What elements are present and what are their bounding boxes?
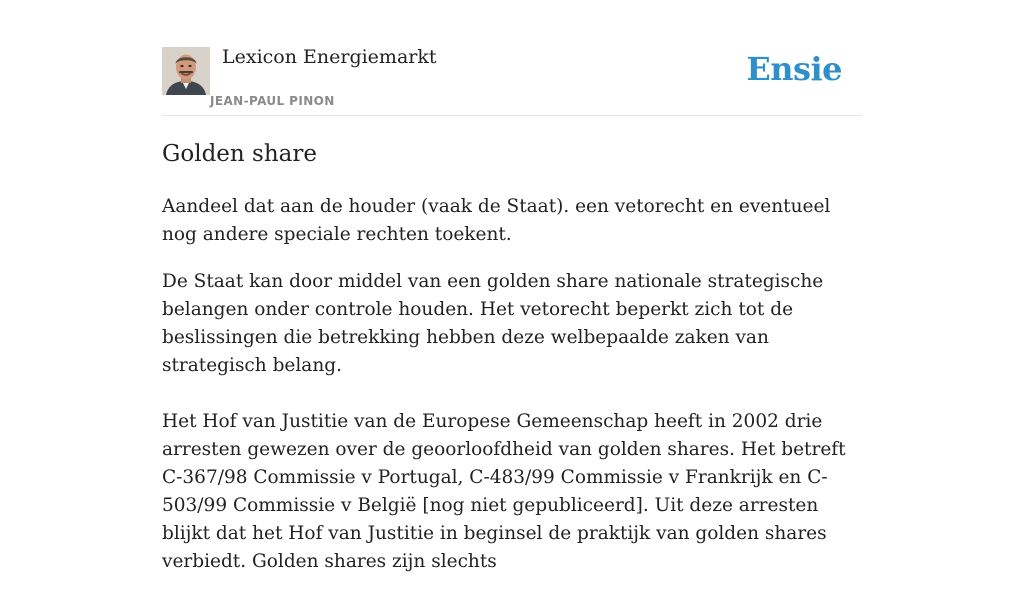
header-divider [162, 115, 862, 116]
author-name[interactable]: JEAN-PAUL PINON [210, 94, 335, 108]
term-title: Golden share [162, 141, 317, 167]
ensie-logo[interactable]: Ensie [746, 50, 842, 88]
explanation-paragraph: De Staat kan door middel van een golden share nationale strategische belangen onder controle houden. Het vetorecht beperkt zich tot de beslissingen die betrekking hebben deze welbepaalde zaken van strategisch belang. [162, 271, 824, 376]
lexicon-title[interactable]: Lexicon Energiemarkt [222, 46, 437, 68]
article-content [162, 138, 862, 595]
author-portrait-icon [162, 47, 210, 95]
definition-paragraph: Aandeel dat aan de houder (vaak de Staat). een vetorecht en eventueel nog andere speciale rechten toekent. [162, 196, 831, 245]
author-avatar[interactable] [162, 47, 210, 95]
case-law-paragraph: Het Hof van Justitie van de Europese Gemeenschap heeft in 2002 drie arresten gewezen over de geoorloofdheid van golden shares. Het betreft C-367/98 Commissie v Portugal, C-483/99 Commissie v Frankrijk en C-503/99 Commissie v België [nog niet gepubliceerd]. Uit deze arresten blijkt dat het Hof van Justitie in beginsel de praktijk van golden shares verbiedt. Golden shares zijn slechts [162, 411, 846, 572]
lexicon-header [162, 45, 862, 115]
